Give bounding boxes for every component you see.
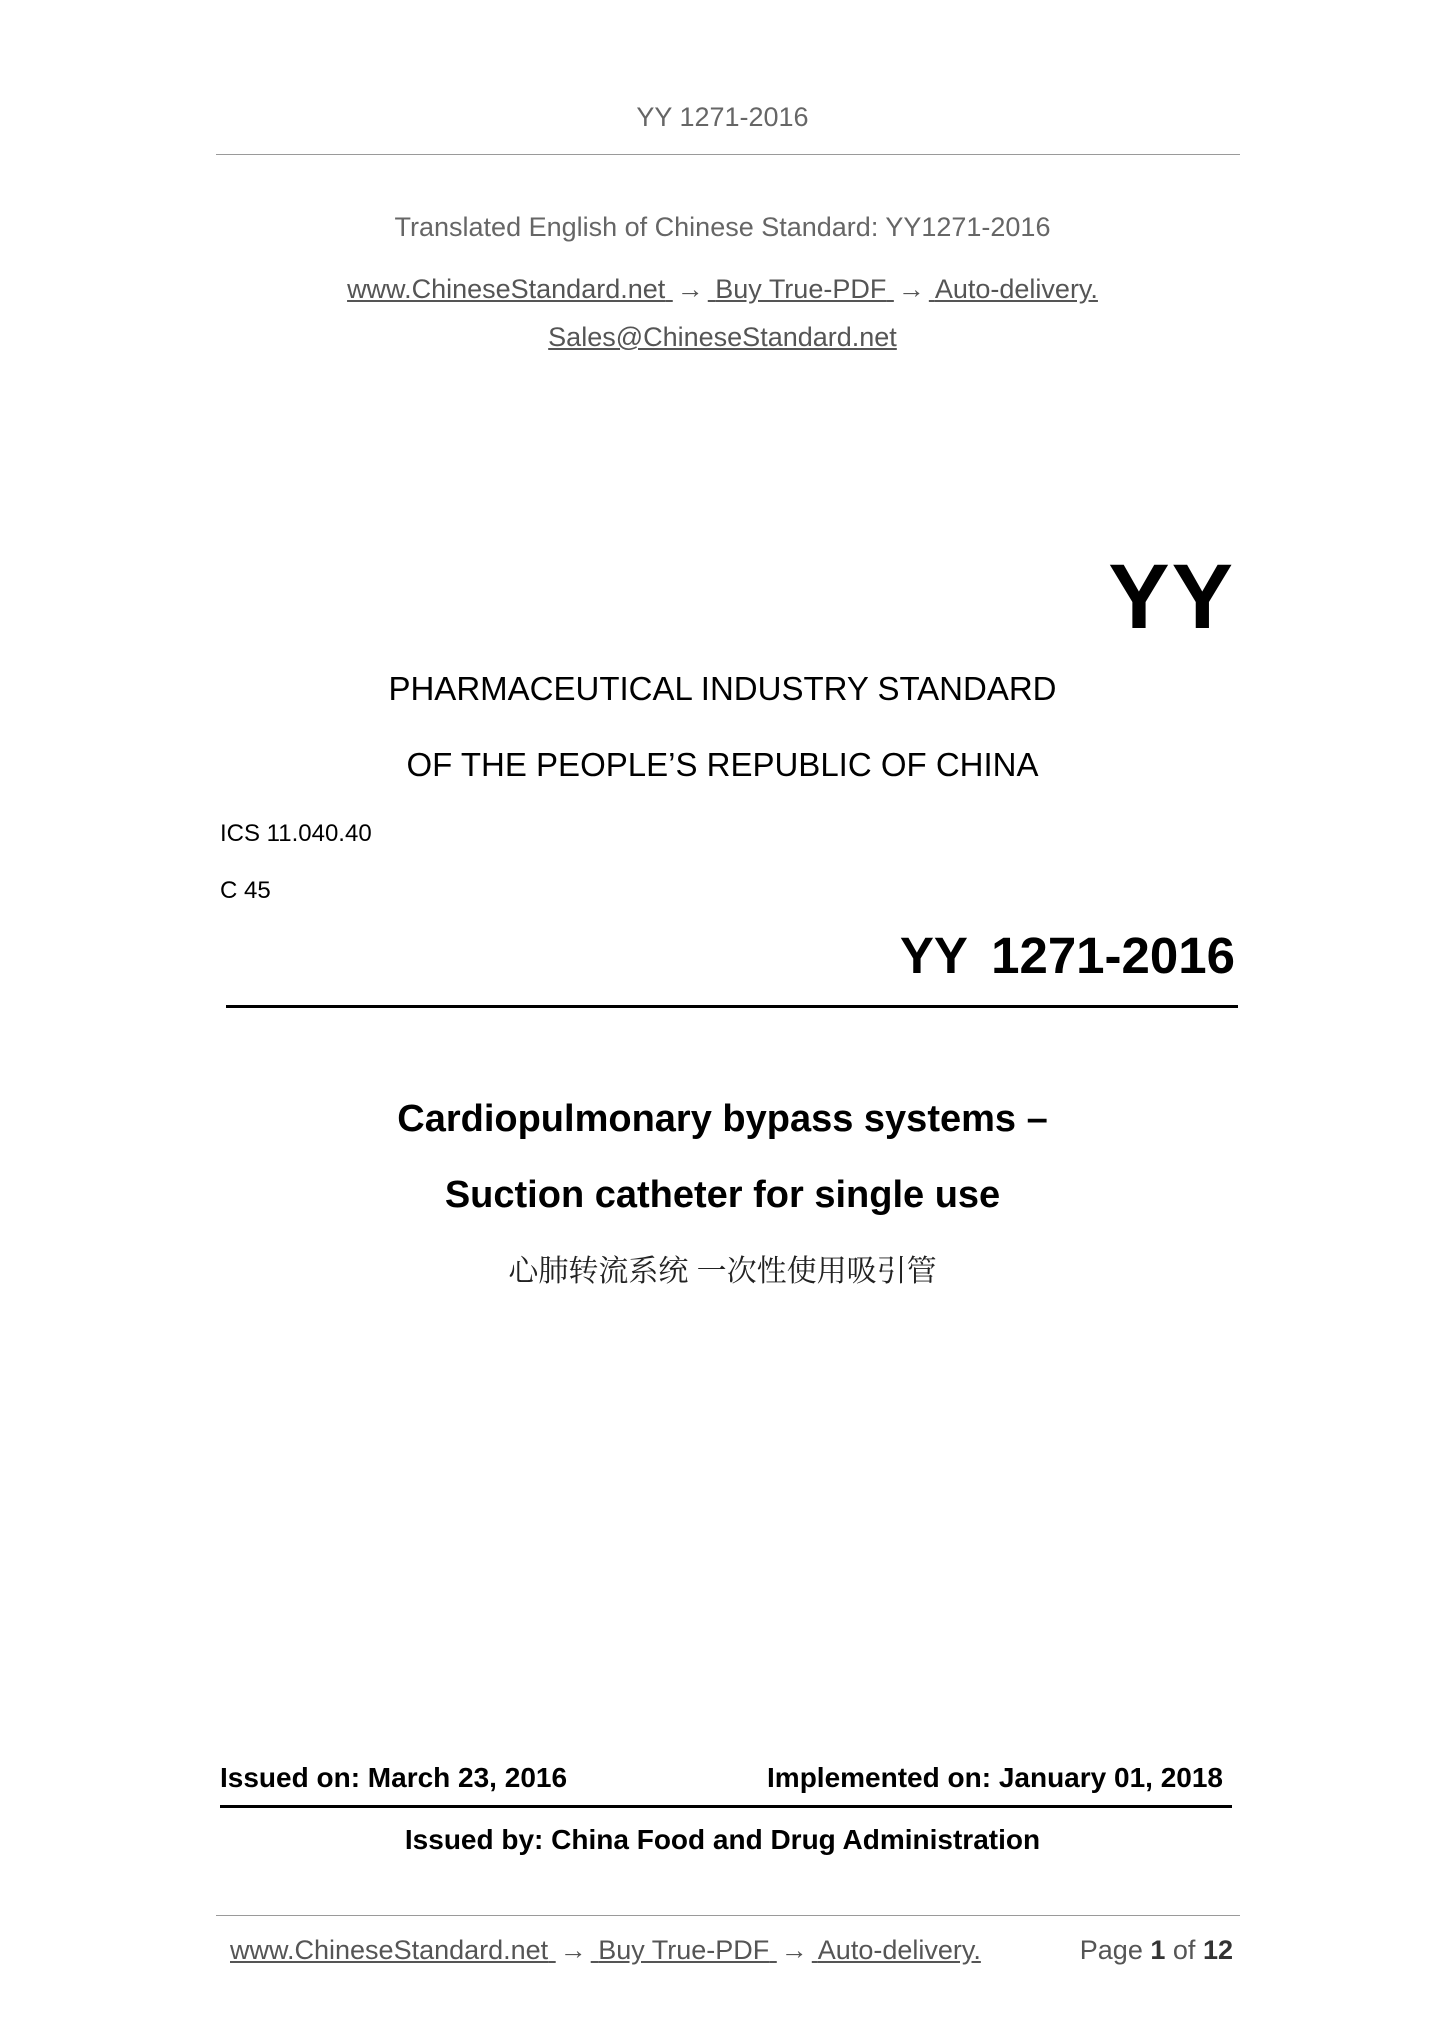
standard-heading-line1: PHARMACEUTICAL INDUSTRY STANDARD	[388, 670, 1057, 707]
footer-buy-link-text[interactable]: Buy True-PDF	[598, 1935, 770, 1965]
page-current: 1	[1150, 1935, 1166, 1965]
page-total: 12	[1202, 1935, 1233, 1965]
site-link-text[interactable]: www.ChineseStandard.net	[347, 274, 666, 304]
buy-link-text[interactable]: Buy True-PDF	[715, 274, 887, 304]
issuing-authority: Issued by: China Food and Drug Administration	[404, 1824, 1041, 1855]
arrow-right-icon: →	[780, 1935, 808, 1965]
translated-notice: Translated English of Chinese Standard: YY1271-2016	[394, 212, 1051, 242]
of-word: of	[1172, 1935, 1196, 1965]
arrow-right-icon: →	[897, 274, 925, 304]
footer-site-link-text[interactable]: www.ChineseStandard.net	[230, 1935, 549, 1965]
dates-rule	[220, 1805, 1232, 1808]
arrow-right-icon: →	[559, 1935, 587, 1965]
issued-date: Issued on: March 23, 2016	[220, 1762, 568, 1793]
sales-email-link[interactable]: Sales@ChineseStandard.net	[548, 322, 897, 352]
footer-purchase-link[interactable]	[230, 1935, 981, 1966]
ics-code: ICS 11.040.40	[220, 820, 372, 847]
document-title-line2: Suction catheter for single use	[444, 1174, 1001, 1216]
document-title-chinese: 心肺转流系统 一次性使用吸引管	[508, 1255, 937, 1288]
running-header-code: YY 1271-2016	[636, 102, 809, 132]
ccs-code: C 45	[220, 877, 271, 904]
page-number	[1080, 1935, 1233, 1966]
standard-heading-line2: OF THE PEOPLE’S REPUBLIC OF CHINA	[406, 746, 1039, 783]
footer-divider	[216, 1915, 1240, 1916]
document-title-line1: Cardiopulmonary bypass systems –	[397, 1098, 1048, 1140]
arrow-right-icon: →	[676, 274, 704, 304]
purchase-link[interactable]	[0, 274, 1445, 305]
category-mark: YY	[1108, 546, 1235, 648]
standard-number: YY 1271-2016	[899, 927, 1235, 984]
page-word: Page	[1079, 1935, 1143, 1965]
header-divider	[216, 154, 1240, 155]
implemented-date: Implemented on: January 01, 2018	[767, 1762, 1223, 1793]
standard-number-rule	[226, 1005, 1238, 1008]
delivery-link-text[interactable]: Auto-delivery.	[934, 274, 1098, 304]
footer-delivery-link-text[interactable]: Auto-delivery.	[817, 1935, 981, 1965]
